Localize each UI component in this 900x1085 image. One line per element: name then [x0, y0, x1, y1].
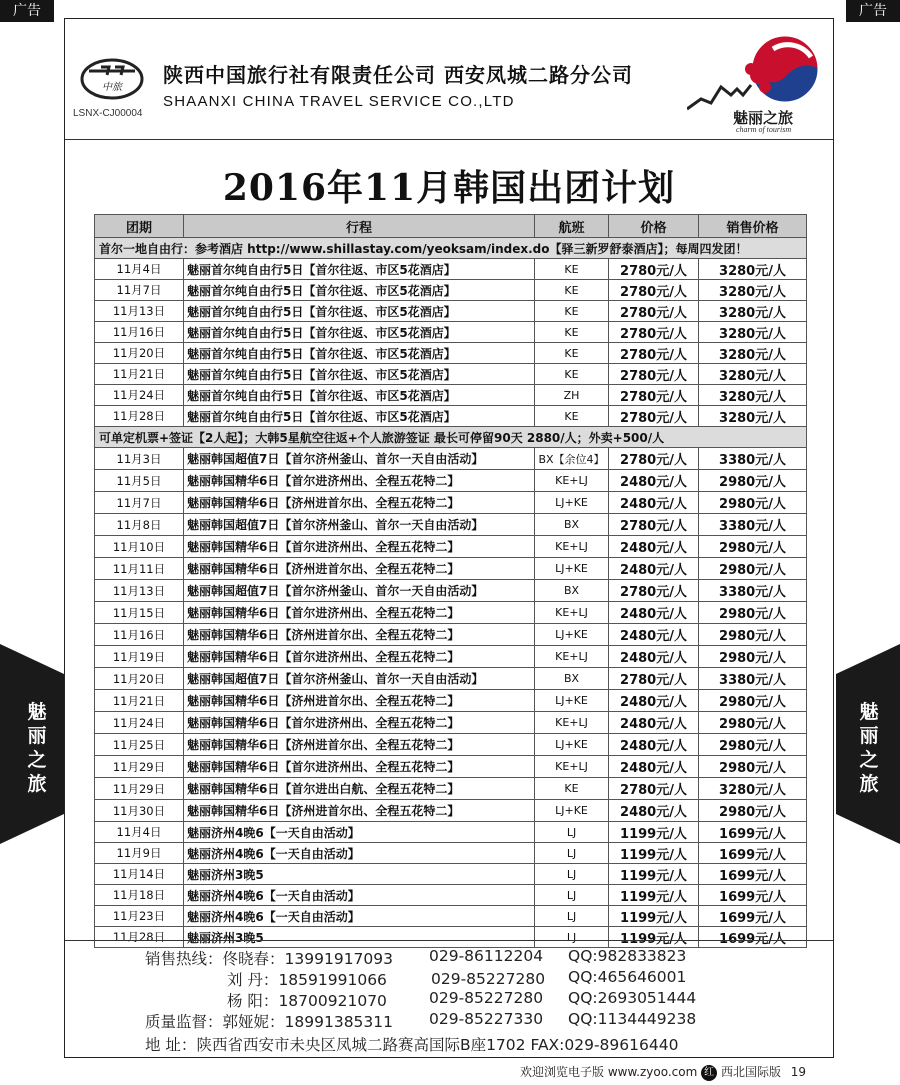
date-cell: 11月29日	[95, 778, 184, 800]
route-cell: 魅丽韩国精华6日【首尔进济州出、全程五花特二】	[184, 536, 535, 558]
date-cell: 11月20日	[95, 343, 184, 364]
flight-cell: LJ+KE	[535, 624, 609, 646]
flight-cell: ZH	[535, 385, 609, 406]
sale-price-cell: 2980元/人	[699, 470, 807, 492]
ad-label-right: 广告	[846, 0, 900, 22]
company-name-en: SHAANXI CHINA TRAVEL SERVICE CO.,LTD	[163, 93, 515, 110]
price-cell: 2480元/人	[609, 800, 699, 822]
flight-cell: KE+LJ	[535, 602, 609, 624]
sale-price-cell: 2980元/人	[699, 492, 807, 514]
page-title: 2016年11月韩国出团计划	[222, 167, 676, 209]
sale-price-cell: 1699元/人	[699, 822, 807, 843]
contact-qq: QQ:1134449238	[568, 1010, 697, 1028]
header-date: 团期	[95, 215, 184, 238]
sale-price-cell: 2980元/人	[699, 602, 807, 624]
contact-row	[227, 989, 387, 1011]
route-cell: 魅丽韩国精华6日【济州进首尔出、全程五花特二】	[184, 558, 535, 580]
flight-cell: KE	[535, 301, 609, 322]
sale-price-cell: 2980元/人	[699, 756, 807, 778]
footer-badge-icon: 红	[701, 1065, 717, 1081]
route-cell: 魅丽韩国超值7日【首尔济州釜山、首尔一天自由活动】	[184, 448, 535, 470]
price-cell: 2780元/人	[609, 778, 699, 800]
flight-cell: LJ+KE	[535, 690, 609, 712]
price-cell: 2780元/人	[609, 322, 699, 343]
contact-mobile: 13991917093	[284, 950, 394, 968]
flight-cell: LJ+KE	[535, 558, 609, 580]
table-row	[95, 322, 807, 343]
route-cell: 魅丽韩国精华6日【首尔进济州出、全程五花特二】	[184, 470, 535, 492]
route-cell: 魅丽韩国精华6日【首尔进出白航、全程五花特二】	[184, 778, 535, 800]
date-cell: 11月13日	[95, 301, 184, 322]
contact-phone: 029-85227280	[431, 970, 546, 988]
contact-row	[145, 1010, 393, 1032]
flight-cell: KE+LJ	[535, 712, 609, 734]
table-row	[95, 778, 807, 800]
sale-price-cell: 3380元/人	[699, 580, 807, 602]
date-cell: 11月16日	[95, 322, 184, 343]
table-row	[95, 364, 807, 385]
sale-price-cell: 3280元/人	[699, 301, 807, 322]
contact-name: 杨 阳：	[227, 992, 279, 1010]
contact-section	[65, 940, 833, 1059]
date-cell: 11月29日	[95, 756, 184, 778]
contact-phone: 029-86112204	[429, 947, 544, 965]
price-cell: 2780元/人	[609, 448, 699, 470]
footer-text: 欢迎浏览电子版 www.zyoo.com	[520, 1065, 698, 1079]
table-row	[95, 906, 807, 927]
table-row	[95, 343, 807, 364]
contact-phone: 029-85227280	[429, 989, 544, 1007]
price-cell: 2780元/人	[609, 364, 699, 385]
flight-cell: LJ	[535, 822, 609, 843]
header-sale-price: 销售价格	[699, 215, 807, 238]
flight-cell: LJ+KE	[535, 492, 609, 514]
cts-logo-text: 中旅	[102, 82, 122, 93]
date-cell: 11月28日	[95, 927, 184, 948]
date-cell: 11月21日	[95, 690, 184, 712]
date-cell: 11月30日	[95, 800, 184, 822]
table-header-row	[95, 215, 807, 238]
contact-label: 质量监督：	[145, 1013, 223, 1031]
sale-price-cell: 3380元/人	[699, 668, 807, 690]
table-row	[95, 470, 807, 492]
note-text: 首尔一地自由行：参考酒店 http://www.shillastay.com/yeoksam/index.do【驿三新罗舒泰酒店】；每周四发团！	[95, 238, 807, 259]
price-cell: 1199元/人	[609, 927, 699, 948]
route-cell: 魅丽韩国精华6日【济州进首尔出、全程五花特二】	[184, 734, 535, 756]
price-cell: 2780元/人	[609, 259, 699, 280]
price-cell: 2780元/人	[609, 280, 699, 301]
price-cell: 1199元/人	[609, 822, 699, 843]
contact-row	[145, 947, 393, 969]
price-cell: 2780元/人	[609, 385, 699, 406]
flight-cell: KE	[535, 259, 609, 280]
contact-name: 佟晓春：	[222, 950, 285, 968]
price-cell: 2480元/人	[609, 624, 699, 646]
sale-price-cell: 1699元/人	[699, 885, 807, 906]
table-row	[95, 668, 807, 690]
table-row	[95, 514, 807, 536]
flight-cell: LJ	[535, 864, 609, 885]
side-tab-left-text: 魅 丽 之 旅	[27, 701, 47, 795]
contact-row	[227, 968, 387, 990]
sale-price-cell: 1699元/人	[699, 843, 807, 864]
route-cell: 魅丽济州4晚6【一天自由活动】	[184, 885, 535, 906]
date-cell: 11月20日	[95, 668, 184, 690]
sale-price-cell: 2980元/人	[699, 690, 807, 712]
price-cell: 1199元/人	[609, 906, 699, 927]
price-cell: 2480元/人	[609, 536, 699, 558]
sale-price-cell: 1699元/人	[699, 864, 807, 885]
route-cell: 魅丽韩国精华6日【济州进首尔出、全程五花特二】	[184, 800, 535, 822]
table-row	[95, 280, 807, 301]
flight-cell: LJ	[535, 843, 609, 864]
contact-name: 郭娅妮：	[222, 1013, 285, 1031]
table-row	[95, 558, 807, 580]
route-cell: 魅丽首尔纯自由行5日【首尔往返、市区5花酒店】	[184, 385, 535, 406]
note-air-ticket-visa	[95, 427, 807, 448]
sale-price-cell: 3280元/人	[699, 385, 807, 406]
contact-mobile: 18991385311	[284, 1013, 394, 1031]
table-row	[95, 712, 807, 734]
price-cell: 2480元/人	[609, 690, 699, 712]
table-row	[95, 602, 807, 624]
sale-price-cell: 2980元/人	[699, 712, 807, 734]
price-cell: 2480元/人	[609, 492, 699, 514]
sale-price-cell: 3280元/人	[699, 364, 807, 385]
price-cell: 2480元/人	[609, 558, 699, 580]
date-cell: 11月8日	[95, 514, 184, 536]
address-row	[145, 1033, 678, 1055]
tour-plan-table	[94, 214, 807, 948]
route-cell: 魅丽首尔纯自由行5日【首尔往返、市区5花酒店】	[184, 280, 535, 301]
route-cell: 魅丽济州4晚6【一天自由活动】	[184, 822, 535, 843]
side-tab-right-text: 魅 丽 之 旅	[859, 701, 879, 795]
route-cell: 魅丽济州3晚5	[184, 864, 535, 885]
sale-price-cell: 3380元/人	[699, 514, 807, 536]
route-cell: 魅丽首尔纯自由行5日【首尔往返、市区5花酒店】	[184, 259, 535, 280]
company-name-cn: 陕西中国旅行社有限责任公司 西安凤城二路分公司	[163, 63, 633, 87]
route-cell: 魅丽济州3晚5	[184, 927, 535, 948]
route-cell: 魅丽韩国超值7日【首尔济州釜山、首尔一天自由活动】	[184, 514, 535, 536]
sale-price-cell: 2980元/人	[699, 646, 807, 668]
price-cell: 1199元/人	[609, 864, 699, 885]
route-cell: 魅丽韩国精华6日【济州进首尔出、全程五花特二】	[184, 492, 535, 514]
date-cell: 11月19日	[95, 646, 184, 668]
table-row	[95, 646, 807, 668]
table-row	[95, 885, 807, 906]
table-row	[95, 864, 807, 885]
table-row	[95, 448, 807, 470]
sale-price-cell: 2980元/人	[699, 734, 807, 756]
price-cell: 2780元/人	[609, 668, 699, 690]
table-row	[95, 580, 807, 602]
footer-page-number: 19	[790, 1065, 807, 1079]
table-row	[95, 259, 807, 280]
route-cell: 魅丽韩国精华6日【首尔进济州出、全程五花特二】	[184, 756, 535, 778]
header-price: 价格	[609, 215, 699, 238]
route-cell: 魅丽韩国超值7日【首尔济州釜山、首尔一天自由活动】	[184, 580, 535, 602]
contact-qq: QQ:982833823	[568, 947, 687, 965]
date-cell: 11月25日	[95, 734, 184, 756]
header-route: 行程	[184, 215, 535, 238]
sale-price-cell: 2980元/人	[699, 800, 807, 822]
route-cell: 魅丽首尔纯自由行5日【首尔往返、市区5花酒店】	[184, 301, 535, 322]
route-cell: 魅丽韩国超值7日【首尔济州釜山、首尔一天自由活动】	[184, 668, 535, 690]
route-cell: 魅丽首尔纯自由行5日【首尔往返、市区5花酒店】	[184, 322, 535, 343]
date-cell: 11月9日	[95, 843, 184, 864]
table-row	[95, 492, 807, 514]
flight-cell: LJ	[535, 885, 609, 906]
footer-section: 西北国际版	[720, 1065, 781, 1079]
price-cell: 2480元/人	[609, 734, 699, 756]
sale-price-cell: 3280元/人	[699, 778, 807, 800]
contact-mobile: 18700921070	[278, 992, 387, 1010]
table-row	[95, 822, 807, 843]
table-row	[95, 624, 807, 646]
address-label: 地 址：	[145, 1036, 197, 1054]
flight-cell: BX	[535, 514, 609, 536]
page-footer	[520, 1063, 900, 1081]
address-value: 陕西省西安市未央区凤城二路赛高国际B座1702 FAX:029-89616440	[196, 1036, 679, 1054]
price-cell: 1199元/人	[609, 885, 699, 906]
contact-name: 刘 丹：	[227, 971, 279, 989]
brand-name-en: charm of tourism	[736, 125, 792, 134]
price-cell: 2780元/人	[609, 406, 699, 427]
date-cell: 11月10日	[95, 536, 184, 558]
date-cell: 11月5日	[95, 470, 184, 492]
price-cell: 2480元/人	[609, 756, 699, 778]
price-cell: 2480元/人	[609, 712, 699, 734]
date-cell: 11月4日	[95, 259, 184, 280]
date-cell: 11月14日	[95, 864, 184, 885]
price-cell: 1199元/人	[609, 843, 699, 864]
route-cell: 魅丽韩国精华6日【首尔进济州出、全程五花特二】	[184, 712, 535, 734]
price-cell: 2480元/人	[609, 470, 699, 492]
date-cell: 11月4日	[95, 822, 184, 843]
table-row	[95, 843, 807, 864]
sale-price-cell: 2980元/人	[699, 536, 807, 558]
flight-cell: KE+LJ	[535, 756, 609, 778]
flight-cell: KE	[535, 322, 609, 343]
date-cell: 11月11日	[95, 558, 184, 580]
sale-price-cell: 1699元/人	[699, 906, 807, 927]
price-cell: 2780元/人	[609, 301, 699, 322]
date-cell: 11月13日	[95, 580, 184, 602]
flight-cell: KE	[535, 364, 609, 385]
ad-label-left: 广告	[0, 0, 54, 22]
date-cell: 11月24日	[95, 712, 184, 734]
license-number: LSNX-CJ00004	[73, 108, 143, 119]
table-row	[95, 756, 807, 778]
price-cell: 2780元/人	[609, 580, 699, 602]
cts-logo-icon	[79, 57, 145, 101]
table-row	[95, 734, 807, 756]
sale-price-cell: 3280元/人	[699, 343, 807, 364]
table-row	[95, 690, 807, 712]
flight-cell: KE+LJ	[535, 646, 609, 668]
route-cell: 魅丽韩国精华6日【首尔进济州出、全程五花特二】	[184, 602, 535, 624]
table-row	[95, 385, 807, 406]
date-cell: 11月15日	[95, 602, 184, 624]
price-cell: 2480元/人	[609, 602, 699, 624]
table-row	[95, 800, 807, 822]
flight-cell: KE	[535, 778, 609, 800]
route-cell: 魅丽首尔纯自由行5日【首尔往返、市区5花酒店】	[184, 364, 535, 385]
contact-qq: QQ:2693051444	[568, 989, 697, 1007]
flight-cell: KE+LJ	[535, 536, 609, 558]
note-seoul-free-travel	[95, 238, 807, 259]
sale-price-cell: 2980元/人	[699, 624, 807, 646]
flight-cell: LJ	[535, 906, 609, 927]
date-cell: 11月7日	[95, 280, 184, 301]
date-cell: 11月18日	[95, 885, 184, 906]
contact-mobile: 18591991066	[278, 971, 387, 989]
flight-cell: LJ	[535, 927, 609, 948]
price-cell: 2480元/人	[609, 646, 699, 668]
flight-cell: KE	[535, 280, 609, 301]
date-cell: 11月24日	[95, 385, 184, 406]
route-cell: 魅丽首尔纯自由行5日【首尔往返、市区5花酒店】	[184, 406, 535, 427]
flight-cell: LJ+KE	[535, 734, 609, 756]
sale-price-cell: 3280元/人	[699, 322, 807, 343]
contact-qq: QQ:465646001	[568, 968, 687, 986]
table-row	[95, 406, 807, 427]
header	[65, 19, 833, 140]
brand-name-cn: 魅丽之旅	[733, 109, 794, 127]
price-cell: 2780元/人	[609, 514, 699, 536]
date-cell: 11月21日	[95, 364, 184, 385]
date-cell: 11月23日	[95, 906, 184, 927]
flight-cell: KE+LJ	[535, 470, 609, 492]
sale-price-cell: 2980元/人	[699, 558, 807, 580]
flight-cell: KE	[535, 343, 609, 364]
route-cell: 魅丽韩国精华6日【首尔进济州出、全程五花特二】	[184, 646, 535, 668]
flight-cell: KE	[535, 406, 609, 427]
route-cell: 魅丽韩国精华6日【济州进首尔出、全程五花特二】	[184, 690, 535, 712]
sale-price-cell: 3380元/人	[699, 448, 807, 470]
route-cell: 魅丽首尔纯自由行5日【首尔往返、市区5花酒店】	[184, 343, 535, 364]
date-cell: 11月28日	[95, 406, 184, 427]
note-text: 可单定机票+签证【2人起】；大韩5星航空往返+个人旅游签证 最长可停留90天 2880/人；外卖+500/人	[95, 427, 807, 448]
date-cell: 11月3日	[95, 448, 184, 470]
flight-cell: LJ+KE	[535, 800, 609, 822]
sale-price-cell: 1699元/人	[699, 927, 807, 948]
route-cell: 魅丽济州4晚6【一天自由活动】	[184, 843, 535, 864]
flight-cell: BX【余位4】	[535, 448, 609, 470]
price-cell: 2780元/人	[609, 343, 699, 364]
date-cell: 11月16日	[95, 624, 184, 646]
route-cell: 魅丽韩国精华6日【济州进首尔出、全程五花特二】	[184, 624, 535, 646]
header-flight: 航班	[535, 215, 609, 238]
sale-price-cell: 3280元/人	[699, 406, 807, 427]
route-cell: 魅丽济州4晚6【一天自由活动】	[184, 906, 535, 927]
flight-cell: BX	[535, 668, 609, 690]
contact-phone: 029-85227330	[429, 1010, 544, 1028]
contact-label: 销售热线：	[145, 950, 223, 968]
flight-cell: BX	[535, 580, 609, 602]
table-row	[95, 301, 807, 322]
sale-price-cell: 3280元/人	[699, 259, 807, 280]
sale-price-cell: 3280元/人	[699, 280, 807, 301]
date-cell: 11月7日	[95, 492, 184, 514]
table-row	[95, 536, 807, 558]
